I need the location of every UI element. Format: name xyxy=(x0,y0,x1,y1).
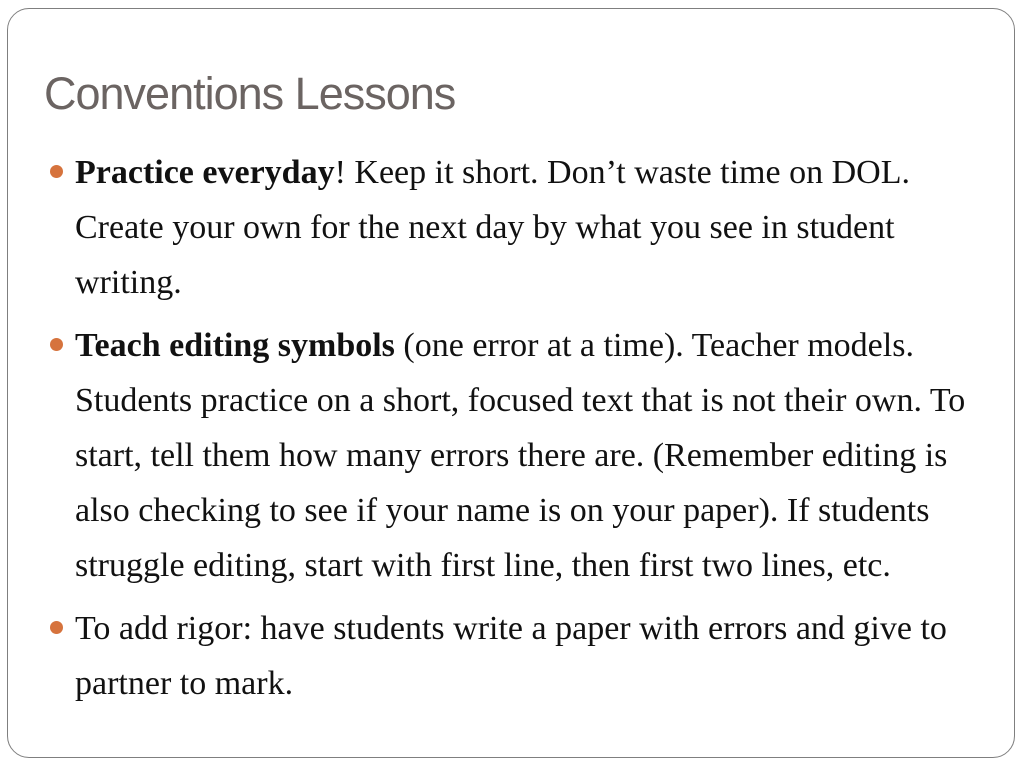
bullet-dot-icon xyxy=(50,165,63,178)
bullet-body-text: To add rigor: have students write a paper with errors and give to partner to mark. xyxy=(75,610,947,702)
bullet-item xyxy=(75,601,1005,711)
bullet-dot-icon xyxy=(50,338,63,351)
slide-frame xyxy=(7,8,1015,758)
bullet-item xyxy=(75,145,1005,310)
bullet-item xyxy=(75,318,1005,593)
bullet-body-text: (one error at a time). Teacher models. Students practice on a short, focused text that is not their own. To start, tell them how many errors there are. (Remember editing is also checking to see if your name is on your paper). If students struggle editing, start with first line, then first two lines, etc. xyxy=(75,327,966,584)
bullet-lead-text: Teach editing symbols xyxy=(75,327,395,364)
bullet-list xyxy=(75,145,1005,719)
slide-title: Conventions Lessons xyxy=(44,68,456,119)
bullet-dot-icon xyxy=(50,621,63,634)
bullet-body-text: ! Keep it short. Don’t waste time on DOL. Create your own for the next day by what you see in student writing. xyxy=(75,154,910,301)
bullet-lead-text: Practice everyday xyxy=(75,154,335,191)
